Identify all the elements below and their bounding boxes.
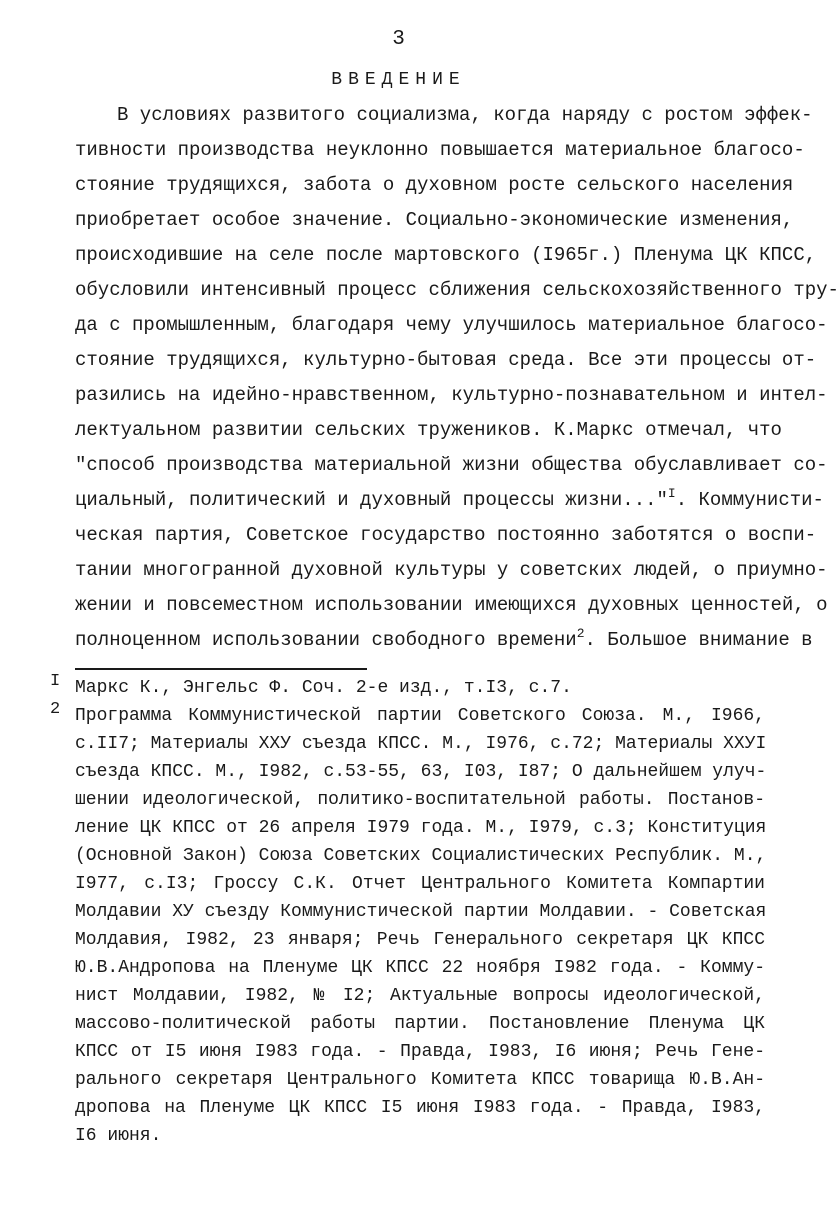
body-line: стояние трудящихся, культурно-бытовая среда. Все эти процессы от- (75, 349, 817, 371)
body-line: тивности производства неуклонно повышается материальное благосо- (75, 139, 805, 161)
body-line: В условиях развитого социализма, когда наряду с ростом эффек- (117, 104, 813, 126)
footnote-line: (Основной Закон) Союза Советских Социалистических Республик. М., (75, 846, 767, 866)
body-line: разились на идейно-нравственном, культурно-познавательном и интел- (75, 384, 828, 406)
body-line: обусловили интенсивный процесс сближения сельскохозяйственного тру- (75, 279, 839, 301)
body-line: "способ производства материальной жизни общества обуславливает со- (75, 454, 828, 476)
footnote-ref: I (667, 486, 676, 501)
footnote-line: рального секретаря Центрального Комитета КПСС товарища Ю.В.Ан- (75, 1070, 765, 1090)
body-line: происходившие на селе после мартовского (I965г.) Пленума ЦК КПСС, (75, 244, 817, 266)
body-line-with-footnote-ref (75, 485, 824, 515)
footnote-line: Молдавия, I982, 23 января; Речь Генерального секретаря ЦК КПСС (75, 930, 765, 950)
footnote-line: шении идеологической, политико-воспитательной работы. Постанов- (75, 790, 765, 810)
body-line: жении и повсеместном использовании имеющихся духовных ценностей, о (75, 594, 828, 616)
footnote-line: Программа Коммунистической партии Советского Союза. М., I966, (75, 706, 765, 726)
body-line-text: циальный, политический и духовный процессы жизни..." (75, 489, 668, 511)
body-line: да с промышленным, благодаря чему улучшилось материальное благосо- (75, 314, 828, 336)
footnote-line: нист Молдавии, I982, № I2; Актуальные вопросы идеологической, (75, 986, 765, 1006)
footnote-line: с.II7; Материалы ХХУ съезда КПСС. М., I976, с.72; Материалы ХХУI (75, 734, 767, 754)
body-line-text: . Коммунисти- (675, 489, 824, 511)
footnote-ref: 2 (576, 626, 585, 641)
footnote-line: Ю.В.Андропова на Пленуме ЦК КПСС 22 ноября I982 года. - Комму- (75, 958, 765, 978)
footnote-line: I977, с.I3; Гроссу С.К. Отчет Центрального Комитета Компартии (75, 874, 765, 894)
footnote-line: ление ЦК КПСС от 26 апреля I979 года. М., I979, с.3; Конституция (75, 818, 767, 838)
footnote-line: I6 июня. (75, 1126, 162, 1146)
section-heading: ВВЕДЕНИЕ (331, 70, 466, 90)
footnote-marker: I (50, 672, 61, 691)
footnote-line: дропова на Пленуме ЦК КПСС I5 июня I983 года. - Правда, I983, (75, 1098, 765, 1118)
body-line: стояние трудящихся, забота о духовном росте сельского населения (75, 174, 794, 196)
footnote-marker: 2 (50, 700, 61, 719)
body-line-text: полноценном использовании свободного времени (75, 629, 577, 651)
body-line: приобретает особое значение. Социально-экономические изменения, (75, 209, 794, 231)
footnote-line: Маркс К., Энгельс Ф. Соч. 2-е изд., т.I3, с.7. (75, 678, 572, 698)
body-line: тании многогранной духовной культуры у советских людей, о приумно- (75, 559, 828, 581)
footnote-divider (75, 668, 367, 670)
footnote-line: Молдавии ХУ съезду Коммунистической партии Молдавии. - Советская (75, 902, 767, 922)
footnote-line: съезда КПСС. М., I982, с.53-55, 63, I03, I87; О дальнейшем улуч- (75, 762, 767, 782)
footnote-line: КПСС от I5 июня I983 года. - Правда, I983, I6 июня; Речь Гене- (75, 1042, 765, 1062)
page-number: 3 (392, 28, 405, 51)
body-line: лектуальном развитии сельских тружеников. К.Маркс отмечал, что (75, 419, 782, 441)
body-line: ческая партия, Советское государство постоянно заботятся о воспи- (75, 524, 817, 546)
body-line-text: . Большое внимание в (584, 629, 813, 651)
body-line-with-footnote-ref (75, 625, 813, 655)
footnote-line: массово-политической работы партии. Постановление Пленума ЦК (75, 1014, 765, 1034)
